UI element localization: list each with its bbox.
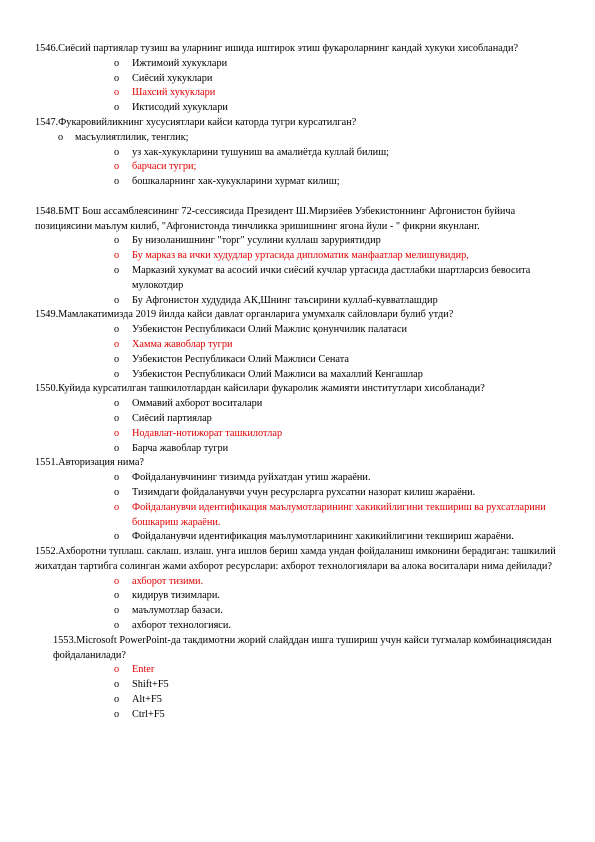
bullet-icon: o (114, 353, 120, 365)
bullet-icon: o (114, 368, 120, 380)
answer-label: Тизимдаги фойдаланувчи учун ресурсларга рухсатни назорат килиш жараёни. (132, 486, 476, 498)
bullet-icon: o (114, 57, 120, 69)
question-block (0, 42, 595, 116)
answer-label: Ctrl+F5 (132, 708, 165, 720)
bullet-icon: o (114, 294, 120, 306)
bullet-icon: o (58, 131, 64, 143)
answer-option (0, 264, 595, 294)
answer-option (0, 234, 595, 249)
answer-option (0, 101, 595, 116)
question-text: 1549.Мамлакатимизда 2019 йилда кайси давлат органларига умумхалк сайловлари булиб утди? (35, 309, 454, 321)
answer-option-correct (0, 501, 595, 531)
answer-label: Иктисодий хукуклари (132, 102, 228, 114)
answer-option (0, 146, 595, 161)
answer-label: уз хак-хукукларини тушуниш ва амалиётда куллай билиш; (132, 146, 389, 158)
bullet-icon: o (114, 338, 120, 350)
answer-options (0, 471, 595, 545)
answer-label: ахборот тизими. (132, 575, 204, 587)
bullet-icon: o (114, 442, 120, 454)
bullet-icon: o (114, 501, 120, 513)
question-block (0, 456, 595, 545)
bullet-icon: o (114, 427, 120, 439)
question-block (0, 116, 595, 190)
question-text: 1552.Ахборотни туплаш. саклаш. излаш. унга ишлов бериш хамда ундан фойдаланиш имконини берадиган: ташкилий жихатдан тартибга солинган жами ахборот ресурслари: ахборот технологиялари ва алока воситалари нима дейилади? (35, 546, 556, 572)
bullet-icon: o (114, 620, 120, 632)
answer-option (0, 693, 595, 708)
answer-label: Нодавлат-нотижорат ташкилотлар (132, 427, 283, 439)
question-text: 1551.Авторизация нима? (35, 457, 144, 469)
answer-option (0, 131, 595, 146)
question-text: 1547.Фукаровийликнинг хусусиятлари кайси каторда тугри курсатилган? (35, 116, 357, 128)
answer-label: Alt+F5 (132, 694, 162, 706)
answer-option (0, 72, 595, 87)
answer-option (0, 471, 595, 486)
answer-option (0, 442, 595, 457)
answer-label: Марказий хукумат ва асосий ички сиёсий кучлар уртасида дастлабки шартларсиз бевосита мулокотдир (132, 264, 531, 291)
question-block (0, 545, 595, 634)
answer-label: Шахсий хукуклари (132, 87, 216, 99)
answer-option (0, 57, 595, 72)
answer-option (0, 678, 595, 693)
answer-option (0, 353, 595, 368)
bullet-icon: o (114, 324, 120, 336)
bullet-icon: o (114, 664, 120, 676)
question-block (0, 205, 595, 309)
answer-options (0, 397, 595, 456)
bullet-icon: o (114, 176, 120, 188)
answer-option-correct (0, 427, 595, 442)
answer-option (0, 589, 595, 604)
bullet-icon: o (114, 161, 120, 173)
answer-option (0, 294, 595, 309)
answer-option (0, 412, 595, 427)
answer-options (0, 131, 595, 190)
bullet-icon: o (114, 605, 120, 617)
answer-label: кидирув тизимлари. (132, 590, 220, 602)
answer-label: Узбекистон Республикаси Олий Мажлис қонунчилик палатаси (132, 324, 407, 336)
answer-label: Узбекистон Республикаси Олий Мажлиси Сената (132, 353, 349, 365)
answer-label: маълумотлар базаси. (132, 605, 223, 617)
answer-label: Оммавий ахборот воситалари (132, 398, 263, 410)
answer-option (0, 175, 595, 190)
answer-options (0, 57, 595, 116)
bullet-icon: o (114, 486, 120, 498)
bullet-icon: o (114, 398, 120, 410)
answer-label: Shift+F5 (132, 679, 169, 691)
answer-option (0, 708, 595, 723)
answer-option (0, 604, 595, 619)
bullet-icon: o (114, 708, 120, 720)
answer-label: Фойдаланувчи идентификация маълумотларининг хакикийлигини текшириш жараёни. (132, 531, 514, 543)
answer-label: Барча жавоблар тугри (132, 442, 229, 454)
bullet-icon: o (114, 264, 120, 276)
answer-label: Бу марказ ва ички худудлар уртасида дипломатик манфаатлар мелишувидир, (132, 250, 469, 262)
answer-label: Сиёсий партиялар (132, 412, 212, 424)
answer-label: барчаси тугри; (132, 161, 197, 173)
question-list (0, 42, 595, 723)
bullet-icon: o (114, 87, 120, 99)
bullet-icon: o (114, 679, 120, 691)
answer-label: Сиёсий хукуклари (132, 72, 213, 84)
answer-option (0, 619, 595, 634)
answer-option-correct (0, 663, 595, 678)
answer-label: Бу Афгонистон худудида АК,Шнинг таъсирини куллаб-кувватлашдир (132, 294, 438, 306)
bullet-icon: o (114, 590, 120, 602)
answer-label: ахборот технологияси. (132, 620, 231, 632)
question-block (0, 382, 595, 456)
answer-options (0, 323, 595, 382)
question-text: 1546.Сиёсий партиялар тузиш ва уларнинг ишида иштирок этиш фукароларнинг кандай хукуки хисобланади? (35, 43, 519, 54)
answer-label: бошкаларнинг хак-хукукларини хурмат килиш; (132, 176, 340, 188)
answer-label: Enter (132, 664, 155, 676)
blank-line (0, 190, 595, 205)
answer-label: Бу низоланишнинг "торг" усулини куллаш заруриятидир (132, 235, 381, 247)
bullet-icon: o (114, 472, 120, 484)
question-text: 1553.Microsoft PowerPoint-да такдимотни жорий слайддан ишга тушириш учун кайси тугмалар комбинациясидан фойдаланилади? (53, 634, 552, 661)
answer-option-correct (0, 86, 595, 101)
answer-option-correct (0, 160, 595, 175)
answer-option (0, 323, 595, 338)
answer-options (0, 575, 595, 634)
bullet-icon: o (114, 412, 120, 424)
answer-label: масъулиятлилик, тенглик; (75, 131, 189, 143)
answer-options (0, 234, 595, 308)
bullet-icon: o (114, 72, 120, 84)
bullet-icon: o (114, 102, 120, 114)
answer-option (0, 530, 595, 545)
answer-label: Узбекистон Республикаси Олий Мажлиси ва махаллий Кенгашлар (132, 368, 423, 380)
answer-options (0, 663, 595, 722)
answer-option-correct (0, 575, 595, 590)
bullet-icon: o (114, 146, 120, 158)
answer-label: Хамма жавоблар тугри (132, 338, 233, 350)
bullet-icon: o (114, 531, 120, 543)
question-block (0, 308, 595, 382)
answer-option-correct (0, 249, 595, 264)
answer-label: Фойдаланувчининг тизимда руйхатдан утиш жараёни. (132, 472, 371, 484)
bullet-icon: o (114, 235, 120, 247)
question-block (0, 634, 595, 723)
answer-option-correct (0, 338, 595, 353)
bullet-icon: o (114, 694, 120, 706)
answer-label: Ижтимоий хукуклари (132, 57, 228, 69)
answer-option (0, 397, 595, 412)
question-text: 1550.Куйида курсатилган ташкилотлардан кайсилари фукаролик жамияти институтлари хисобланади? (35, 383, 485, 395)
answer-option (0, 368, 595, 383)
answer-option (0, 486, 595, 501)
answer-label: Фойдаланувчи идентификация маълумотларининг хакикийлигини текшириш ва рухсатларини бошкариш жараёни. (132, 501, 546, 528)
bullet-icon: o (114, 250, 120, 262)
bullet-icon: o (114, 575, 120, 587)
question-text: 1548.БМТ Бош ассамблеясининг 72-сессиясида Президент Ш.Мирзиёев Узбекистоннинг Афгонистон буйича позициясини маълум килиб, "Афгонистонда тинчликка эришишнинг ягона йули - " фикрни якунланг. (35, 205, 516, 232)
